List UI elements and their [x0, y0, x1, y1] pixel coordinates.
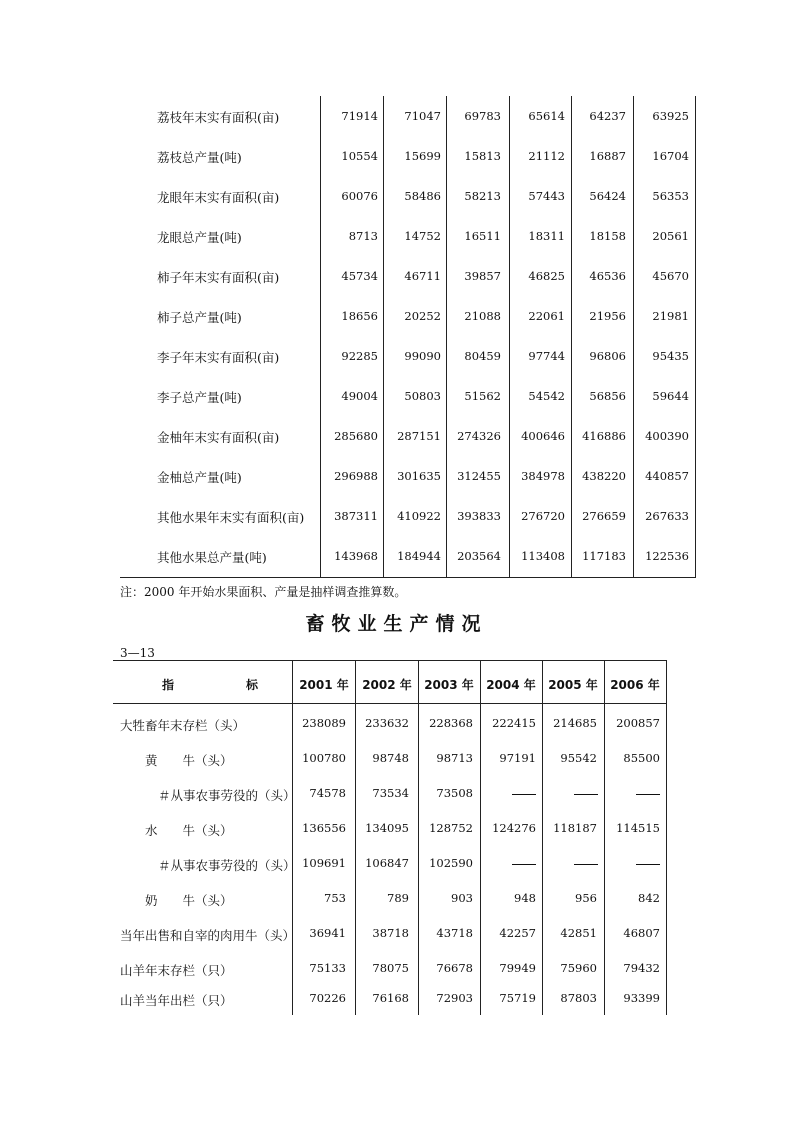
header-year: 2003 年 [424, 678, 474, 692]
table-row [0, 496, 793, 536]
row-label: 大牲畜年末存栏（头） [120, 718, 246, 733]
cell-value: 20252 [404, 309, 441, 323]
cell-value: 238089 [302, 716, 346, 730]
cell-value: 93399 [623, 991, 660, 1005]
cell-value: 118187 [553, 821, 597, 835]
cell-value: 63925 [652, 109, 689, 123]
cell-value: 10554 [341, 149, 378, 163]
cell-value: 276659 [582, 509, 626, 523]
cell-value: 416886 [582, 429, 626, 443]
row-label: 当年出售和自宰的肉用牛（头） [120, 928, 296, 943]
table-bottom-rule [120, 577, 696, 578]
cell-value: 22061 [528, 309, 565, 323]
not-available-dash [512, 864, 536, 865]
cell-value: 72903 [436, 991, 473, 1005]
cell-value: 184944 [397, 549, 441, 563]
cell-value: 233632 [365, 716, 409, 730]
table-row [0, 256, 793, 296]
cell-value: 57443 [528, 189, 565, 203]
cell-value: 15813 [464, 149, 501, 163]
not-available-dash [636, 864, 660, 865]
cell-value: 76168 [372, 991, 409, 1005]
cell-value: 76678 [436, 961, 473, 975]
row-label: 荔枝总产量(吨) [157, 150, 242, 165]
table-row [0, 845, 793, 880]
not-available-dash [574, 864, 598, 865]
cell-value: 16704 [652, 149, 689, 163]
row-label: 其他水果总产量(吨) [157, 550, 267, 565]
cell-value: 73508 [436, 786, 473, 800]
row-label: 黄 牛（头） [145, 753, 233, 768]
header-year: 2005 年 [548, 678, 598, 692]
cell-value: 59644 [652, 389, 689, 403]
cell-value: 301635 [397, 469, 441, 483]
cell-value: 85500 [623, 751, 660, 765]
cell-value: 106847 [365, 856, 409, 870]
cell-value: 21956 [589, 309, 626, 323]
header-year: 2006 年 [610, 678, 660, 692]
cell-value: 46711 [404, 269, 441, 283]
cell-value: 92285 [341, 349, 378, 363]
cell-value: 18656 [341, 309, 378, 323]
row-label: ＃从事农事劳役的（头） [158, 788, 296, 803]
cell-value: 842 [638, 891, 660, 905]
cell-value: 948 [514, 891, 536, 905]
header-year: 2004 年 [486, 678, 536, 692]
cell-value: 80459 [464, 349, 501, 363]
cell-value: 203564 [457, 549, 501, 563]
cell-value: 384978 [521, 469, 565, 483]
cell-value: 267633 [645, 509, 689, 523]
cell-value: 43718 [436, 926, 473, 940]
fruit-production-table [0, 96, 793, 578]
cell-value: 98713 [436, 751, 473, 765]
cell-value: 56856 [589, 389, 626, 403]
cell-value: 18158 [589, 229, 626, 243]
cell-value: 45734 [341, 269, 378, 283]
header-year: 2002 年 [362, 678, 412, 692]
cell-value: 38718 [372, 926, 409, 940]
row-label: 其他水果年末实有面积(亩) [157, 510, 305, 525]
cell-value: 49004 [341, 389, 378, 403]
cell-value: 65614 [528, 109, 565, 123]
cell-value: 113408 [521, 549, 565, 563]
table-row [0, 96, 793, 136]
cell-value: 122536 [645, 549, 689, 563]
cell-value: 956 [575, 891, 597, 905]
cell-value: 21981 [652, 309, 689, 323]
row-label: 柿子年末实有面积(亩) [157, 270, 280, 285]
cell-value: 16511 [464, 229, 501, 243]
cell-value: 400646 [521, 429, 565, 443]
cell-value: 58213 [464, 189, 501, 203]
cell-value: 312455 [457, 469, 501, 483]
cell-value: 71047 [404, 109, 441, 123]
cell-value: 51562 [464, 389, 501, 403]
table-row [0, 810, 793, 845]
cell-value: 99090 [404, 349, 441, 363]
table-row [0, 176, 793, 216]
cell-value: 387311 [334, 509, 378, 523]
cell-value: 753 [324, 891, 346, 905]
cell-value: 95542 [560, 751, 597, 765]
not-available-dash [636, 794, 660, 795]
cell-value: 21088 [464, 309, 501, 323]
row-label: 山羊年末存栏（只） [120, 963, 233, 978]
row-label: 柿子总产量(吨) [157, 310, 242, 325]
cell-value: 214685 [553, 716, 597, 730]
cell-value: 21112 [528, 149, 565, 163]
cell-value: 276720 [521, 509, 565, 523]
cell-value: 14752 [404, 229, 441, 243]
cell-value: 136556 [302, 821, 346, 835]
cell-value: 100780 [302, 751, 346, 765]
table-row [0, 915, 793, 950]
header-bottom-rule [113, 703, 667, 704]
livestock-production-table [0, 660, 793, 1015]
not-available-dash [512, 794, 536, 795]
cell-value: 410922 [397, 509, 441, 523]
header-year: 2001 年 [299, 678, 349, 692]
cell-value: 903 [451, 891, 473, 905]
cell-value: 79432 [623, 961, 660, 975]
cell-value: 46825 [528, 269, 565, 283]
cell-value: 128752 [429, 821, 473, 835]
cell-value: 87803 [560, 991, 597, 1005]
cell-value: 16887 [589, 149, 626, 163]
cell-value: 73534 [372, 786, 409, 800]
table-row [0, 775, 793, 810]
cell-value: 71914 [341, 109, 378, 123]
cell-value: 75960 [560, 961, 597, 975]
cell-value: 20561 [652, 229, 689, 243]
cell-value: 46807 [623, 926, 660, 940]
cell-value: 285680 [334, 429, 378, 443]
table-row [0, 705, 793, 740]
table-footnote: 注：2000 年开始水果面积、产量是抽样调查推算数。 [120, 585, 407, 599]
table-row [0, 880, 793, 915]
cell-value: 109691 [302, 856, 346, 870]
cell-value: 274326 [457, 429, 501, 443]
cell-value: 296988 [334, 469, 378, 483]
cell-value: 58486 [404, 189, 441, 203]
cell-value: 36941 [309, 926, 346, 940]
cell-value: 200857 [616, 716, 660, 730]
cell-value: 15699 [404, 149, 441, 163]
cell-value: 789 [387, 891, 409, 905]
cell-value: 134095 [365, 821, 409, 835]
row-label: 李子总产量(吨) [157, 390, 242, 405]
cell-value: 60076 [341, 189, 378, 203]
row-label: 龙眼年末实有面积(亩) [157, 190, 280, 205]
cell-value: 18311 [528, 229, 565, 243]
table-row [0, 980, 793, 1015]
row-label: 金柚总产量(吨) [157, 470, 242, 485]
cell-value: 70226 [309, 991, 346, 1005]
cell-value: 102590 [429, 856, 473, 870]
cell-value: 78075 [372, 961, 409, 975]
table-row [0, 536, 793, 576]
cell-value: 39857 [464, 269, 501, 283]
cell-value: 98748 [372, 751, 409, 765]
cell-value: 50803 [404, 389, 441, 403]
header-indicator-b: 标 [246, 678, 259, 692]
cell-value: 287151 [397, 429, 441, 443]
cell-value: 79949 [499, 961, 536, 975]
cell-value: 42851 [560, 926, 597, 940]
row-label: 荔枝年末实有面积(亩) [157, 110, 280, 125]
table-row [0, 740, 793, 775]
cell-value: 117183 [582, 549, 626, 563]
cell-value: 75133 [309, 961, 346, 975]
cell-value: 8713 [348, 229, 378, 243]
cell-value: 74578 [309, 786, 346, 800]
cell-value: 400390 [645, 429, 689, 443]
table-row [0, 336, 793, 376]
cell-value: 56424 [589, 189, 626, 203]
cell-value: 114515 [616, 821, 660, 835]
table-row [0, 216, 793, 256]
cell-value: 228368 [429, 716, 473, 730]
cell-value: 64237 [589, 109, 626, 123]
cell-value: 69783 [464, 109, 501, 123]
cell-value: 97191 [499, 751, 536, 765]
cell-value: 54542 [528, 389, 565, 403]
table-number: 3—13 [120, 646, 155, 660]
not-available-dash [574, 794, 598, 795]
cell-value: 42257 [499, 926, 536, 940]
table-row [0, 376, 793, 416]
table-top-rule [113, 660, 667, 661]
table-row [0, 296, 793, 336]
cell-value: 56353 [652, 189, 689, 203]
row-label: 龙眼总产量(吨) [157, 230, 242, 245]
cell-value: 96806 [589, 349, 626, 363]
row-label: 奶 牛（头） [145, 893, 233, 908]
row-label: 李子年末实有面积(亩) [157, 350, 280, 365]
cell-value: 95435 [652, 349, 689, 363]
cell-value: 75719 [499, 991, 536, 1005]
header-indicator [162, 676, 258, 693]
cell-value: 393833 [457, 509, 501, 523]
header-indicator-a: 指 [162, 678, 175, 692]
row-label: 山羊当年出栏（只） [120, 993, 233, 1008]
row-label: ＃从事农事劳役的（头） [158, 858, 296, 873]
row-label: 水 牛（头） [145, 823, 233, 838]
row-label: 金柚年末实有面积(亩) [157, 430, 280, 445]
cell-value: 124276 [492, 821, 536, 835]
table-row [0, 416, 793, 456]
cell-value: 46536 [589, 269, 626, 283]
cell-value: 440857 [645, 469, 689, 483]
cell-value: 222415 [492, 716, 536, 730]
cell-value: 97744 [528, 349, 565, 363]
table-row [0, 136, 793, 176]
cell-value: 45670 [652, 269, 689, 283]
cell-value: 438220 [582, 469, 626, 483]
cell-value: 143968 [334, 549, 378, 563]
section-title: 畜牧业生产情况 [305, 613, 488, 635]
table-row [0, 456, 793, 496]
